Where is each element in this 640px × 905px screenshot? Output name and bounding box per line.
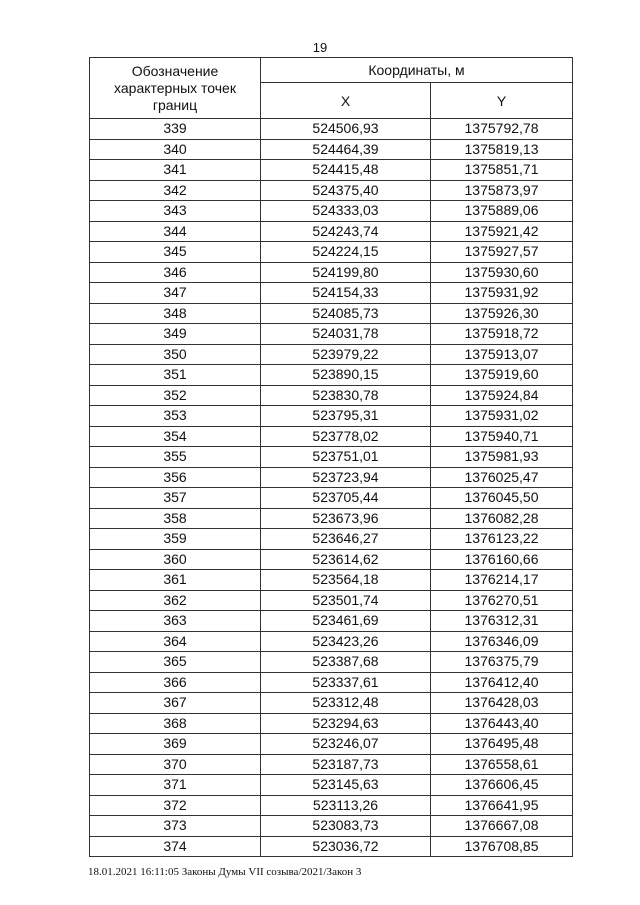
x-coordinate-cell: 523673,96 [261,508,431,529]
point-number-cell: 356 [90,467,261,488]
y-coordinate-cell: 1375926,30 [431,303,573,324]
table-row [90,816,573,837]
table-row [90,590,573,611]
y-coordinate-cell: 1376214,17 [431,570,573,591]
y-coordinate-cell: 1376160,66 [431,549,573,570]
table-row [90,734,573,755]
x-coordinate-cell: 523294,63 [261,713,431,734]
y-coordinate-cell: 1375921,42 [431,221,573,242]
point-number-cell: 340 [90,139,261,160]
y-coordinate-cell: 1376495,48 [431,734,573,755]
table-row [90,242,573,263]
header-point-designation: Обозначение характерных точек границ [90,58,261,119]
point-number-cell: 349 [90,324,261,345]
x-coordinate-cell: 523890,15 [261,365,431,386]
y-coordinate-cell: 1376045,50 [431,488,573,509]
x-coordinate-cell: 523312,48 [261,693,431,714]
point-number-cell: 352 [90,385,261,406]
x-coordinate-cell: 523705,44 [261,488,431,509]
point-number-cell: 355 [90,447,261,468]
x-coordinate-cell: 523723,94 [261,467,431,488]
x-coordinate-cell: 523246,07 [261,734,431,755]
y-coordinate-cell: 1376667,08 [431,816,573,837]
y-coordinate-cell: 1376443,40 [431,713,573,734]
x-coordinate-cell: 523830,78 [261,385,431,406]
point-number-cell: 345 [90,242,261,263]
point-number-cell: 354 [90,426,261,447]
point-number-cell: 368 [90,713,261,734]
point-number-cell: 374 [90,836,261,857]
y-coordinate-cell: 1376123,22 [431,529,573,550]
table-row [90,262,573,283]
y-coordinate-cell: 1375792,78 [431,119,573,140]
y-coordinate-cell: 1375919,60 [431,365,573,386]
y-coordinate-cell: 1376025,47 [431,467,573,488]
header-coordinates: Координаты, м [261,58,573,83]
table-row [90,283,573,304]
point-number-cell: 373 [90,816,261,837]
table-row [90,652,573,673]
table-row [90,488,573,509]
y-coordinate-cell: 1376412,40 [431,672,573,693]
table-row [90,344,573,365]
point-number-cell: 371 [90,775,261,796]
y-coordinate-cell: 1376270,51 [431,590,573,611]
y-coordinate-cell: 1375930,60 [431,262,573,283]
point-number-cell: 351 [90,365,261,386]
point-number-cell: 367 [90,693,261,714]
point-number-cell: 360 [90,549,261,570]
y-coordinate-cell: 1375851,71 [431,160,573,181]
point-number-cell: 363 [90,611,261,632]
table-body [90,119,573,857]
table-row [90,672,573,693]
table-row [90,426,573,447]
y-coordinate-cell: 1376082,28 [431,508,573,529]
coordinates-table [89,57,573,857]
point-number-cell: 348 [90,303,261,324]
y-coordinate-cell: 1375940,71 [431,426,573,447]
table-row [90,180,573,201]
x-coordinate-cell: 524375,40 [261,180,431,201]
table-row [90,836,573,857]
point-number-cell: 339 [90,119,261,140]
point-number-cell: 341 [90,160,261,181]
y-coordinate-cell: 1375924,84 [431,385,573,406]
table-row [90,631,573,652]
x-coordinate-cell: 523337,61 [261,672,431,693]
y-coordinate-cell: 1375981,93 [431,447,573,468]
x-coordinate-cell: 523083,73 [261,816,431,837]
y-coordinate-cell: 1376606,45 [431,775,573,796]
table-row [90,139,573,160]
x-coordinate-cell: 523751,01 [261,447,431,468]
point-number-cell: 342 [90,180,261,201]
x-coordinate-cell: 524464,39 [261,139,431,160]
x-coordinate-cell: 523187,73 [261,754,431,775]
table-row [90,119,573,140]
x-coordinate-cell: 524199,80 [261,262,431,283]
point-number-cell: 362 [90,590,261,611]
y-coordinate-cell: 1376641,95 [431,795,573,816]
table-row [90,447,573,468]
point-number-cell: 347 [90,283,261,304]
point-number-cell: 358 [90,508,261,529]
table-row [90,775,573,796]
point-number-cell: 353 [90,406,261,427]
table-row [90,324,573,345]
point-number-cell: 365 [90,652,261,673]
table-row [90,693,573,714]
y-coordinate-cell: 1376346,09 [431,631,573,652]
table-row [90,221,573,242]
y-coordinate-cell: 1375931,92 [431,283,573,304]
y-coordinate-cell: 1375927,57 [431,242,573,263]
y-coordinate-cell: 1375819,13 [431,139,573,160]
y-coordinate-cell: 1375931,02 [431,406,573,427]
x-coordinate-cell: 524154,33 [261,283,431,304]
x-coordinate-cell: 524415,48 [261,160,431,181]
y-coordinate-cell: 1375889,06 [431,201,573,222]
page-number: 19 [312,40,328,55]
x-coordinate-cell: 523036,72 [261,836,431,857]
y-coordinate-cell: 1376428,03 [431,693,573,714]
header-x: X [261,83,431,119]
table-row [90,754,573,775]
x-coordinate-cell: 524243,74 [261,221,431,242]
table-row [90,201,573,222]
table-row [90,570,573,591]
x-coordinate-cell: 523387,68 [261,652,431,673]
table-row [90,406,573,427]
table-row [90,467,573,488]
point-number-cell: 369 [90,734,261,755]
x-coordinate-cell: 523113,26 [261,795,431,816]
table-row [90,795,573,816]
table-row [90,529,573,550]
x-coordinate-cell: 523795,31 [261,406,431,427]
y-coordinate-cell: 1376312,31 [431,611,573,632]
point-number-cell: 350 [90,344,261,365]
point-number-cell: 366 [90,672,261,693]
table-row [90,160,573,181]
table-row [90,611,573,632]
x-coordinate-cell: 523423,26 [261,631,431,652]
table-row [90,713,573,734]
x-coordinate-cell: 523778,02 [261,426,431,447]
y-coordinate-cell: 1375918,72 [431,324,573,345]
point-number-cell: 364 [90,631,261,652]
table-row [90,508,573,529]
point-number-cell: 361 [90,570,261,591]
x-coordinate-cell: 523145,63 [261,775,431,796]
x-coordinate-cell: 523461,69 [261,611,431,632]
y-coordinate-cell: 1375913,07 [431,344,573,365]
table-row [90,385,573,406]
x-coordinate-cell: 524506,93 [261,119,431,140]
x-coordinate-cell: 523614,62 [261,549,431,570]
x-coordinate-cell: 523979,22 [261,344,431,365]
x-coordinate-cell: 524085,73 [261,303,431,324]
y-coordinate-cell: 1375873,97 [431,180,573,201]
y-coordinate-cell: 1376708,85 [431,836,573,857]
point-number-cell: 372 [90,795,261,816]
table-row [90,549,573,570]
point-number-cell: 357 [90,488,261,509]
x-coordinate-cell: 524333,03 [261,201,431,222]
point-number-cell: 344 [90,221,261,242]
point-number-cell: 346 [90,262,261,283]
header-y: Y [431,83,573,119]
point-number-cell: 370 [90,754,261,775]
y-coordinate-cell: 1376558,61 [431,754,573,775]
point-number-cell: 359 [90,529,261,550]
x-coordinate-cell: 523501,74 [261,590,431,611]
y-coordinate-cell: 1376375,79 [431,652,573,673]
x-coordinate-cell: 523564,18 [261,570,431,591]
table-row [90,365,573,386]
x-coordinate-cell: 523646,27 [261,529,431,550]
point-number-cell: 343 [90,201,261,222]
table-row [90,303,573,324]
x-coordinate-cell: 524031,78 [261,324,431,345]
x-coordinate-cell: 524224,15 [261,242,431,263]
document-footer: 18.01.2021 16:11:05 Законы Думы VII созыва/2021/Закон 3 [88,866,362,878]
